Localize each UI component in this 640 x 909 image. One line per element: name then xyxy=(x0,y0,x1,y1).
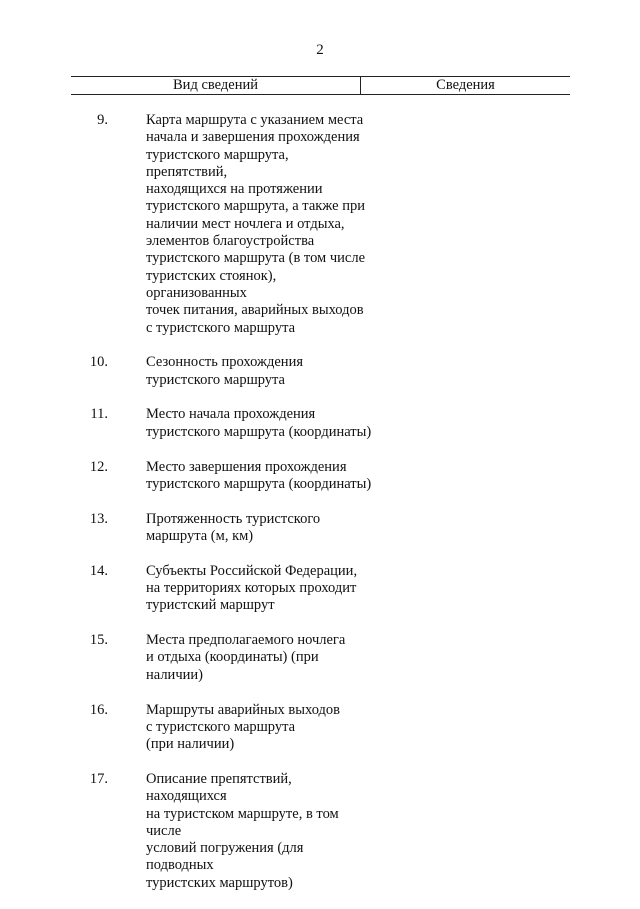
column-header-info: Сведения xyxy=(436,77,495,93)
item-text: Маршруты аварийных выходов с туристского маршрута (при наличии) xyxy=(146,701,341,753)
item-number: 9. xyxy=(97,112,108,128)
item-number: 10. xyxy=(89,354,108,371)
item-text: Место завершения прохождения туристского маршрута (координаты) xyxy=(146,458,372,492)
list-item xyxy=(72,112,372,337)
item-number: 12. xyxy=(89,458,108,475)
item-number: 11. xyxy=(90,406,108,423)
list-item xyxy=(72,771,372,892)
item-number: 13. xyxy=(89,510,108,527)
list-item xyxy=(72,459,372,494)
list-item xyxy=(72,632,372,684)
item-text: Место начала прохождения туристского маршрута (координаты) xyxy=(146,406,372,440)
item-number: 16. xyxy=(89,701,108,718)
item-text: Места предполагаемого ночлега и отдыха (координаты) (при наличии) xyxy=(146,632,346,683)
items-list xyxy=(72,112,372,909)
column-header-type: Вид сведений xyxy=(71,77,361,94)
item-number: 15. xyxy=(89,632,108,649)
list-item xyxy=(72,406,372,441)
list-item xyxy=(72,354,372,389)
item-text: Карта маршрута с указанием места начала и завершения прохождения туристского маршрута, препятствий, находящихся на протяжении туристского маршрута, а также при наличии мест ночлега и отдыха, элементов благоустройства туристского маршрута (в том числе туристских стоянок), организованных точек питания, аварийных выходов с туристского маршрута xyxy=(146,112,366,336)
item-text: Протяженность туристского маршрута (м, км) xyxy=(146,510,321,544)
item-text: Субъекты Российской Федерации, на территориях которых проходит туристский маршрут xyxy=(146,562,358,614)
list-item xyxy=(72,511,372,546)
item-text: Сезонность прохождения туристского маршрута xyxy=(146,354,304,388)
item-text: Описание препятствий, находящихся на туристском маршруте, в том числе условий погружения (для подводных туристских маршрутов) xyxy=(146,770,339,891)
list-item xyxy=(72,563,372,615)
table-header xyxy=(71,76,570,95)
list-item xyxy=(72,702,372,754)
item-number: 14. xyxy=(89,562,108,579)
item-number: 17. xyxy=(89,770,108,787)
page-number: 2 xyxy=(316,42,324,58)
